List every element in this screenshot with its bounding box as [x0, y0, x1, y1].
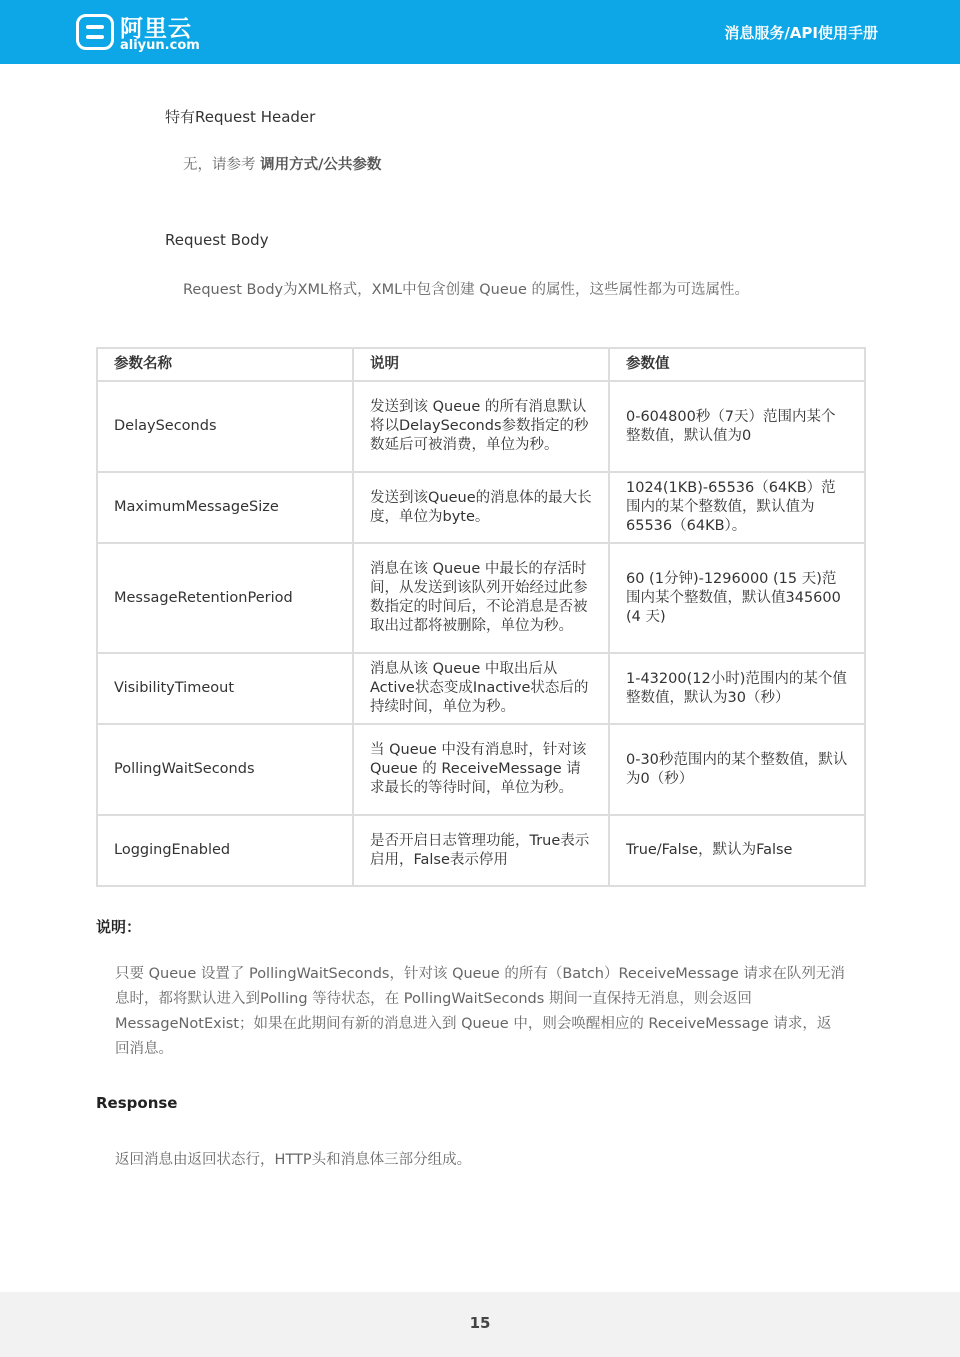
request-body-title: Request Body	[165, 231, 269, 249]
response-title: Response	[96, 1094, 178, 1112]
common-params-link[interactable]: 调用方式/公共参数	[260, 157, 382, 173]
table-row	[97, 724, 865, 815]
col-header-name: 参数名称	[97, 348, 353, 381]
logo-text-cn: 阿里云	[120, 16, 192, 42]
param-value: 0-30秒范围内的某个整数值，默认为0（秒）	[609, 724, 865, 815]
param-value: 1024(1KB)-65536（64KB）范围内的某个整数值，默认值为65536（64KB）。	[609, 472, 865, 543]
param-name: VisibilityTimeout	[97, 653, 353, 724]
param-name: MessageRetentionPeriod	[97, 543, 353, 653]
table-row	[97, 815, 865, 886]
request-header-title: 特有Request Header	[165, 108, 316, 126]
request-header-prefix: 无，请参考	[183, 157, 256, 173]
param-value: True/False，默认为False	[609, 815, 865, 886]
logo-text-en: aliyun.com	[120, 38, 200, 53]
param-name: LoggingEnabled	[97, 815, 353, 886]
param-value: 1-43200(12小时)范围内的某个值整数值，默认为30（秒）	[609, 653, 865, 724]
response-text: 返回消息由返回状态行，HTTP头和消息体三部分组成。	[115, 1152, 472, 1168]
param-name: PollingWaitSeconds	[97, 724, 353, 815]
table-row	[97, 543, 865, 653]
table-row	[97, 381, 865, 472]
doc-title: 消息服务/API使用手册	[724, 24, 878, 42]
param-name: DelaySeconds	[97, 381, 353, 472]
param-desc: 是否开启日志管理功能，True表示启用，False表示停用	[353, 815, 609, 886]
param-value: 0-604800秒（7天）范围内某个整数值，默认值为0	[609, 381, 865, 472]
param-name: MaximumMessageSize	[97, 472, 353, 543]
table-row	[97, 653, 865, 724]
note-title: 说明：	[96, 918, 142, 936]
table-row	[97, 472, 865, 543]
page-header	[0, 0, 960, 64]
param-desc: 发送到该Queue的消息体的最大长度，单位为byte。	[353, 472, 609, 543]
col-header-desc: 说明	[353, 348, 609, 381]
request-body-text: Request Body为XML格式，XML中包含创建 Queue 的属性，这些属性都为可选属性。	[183, 282, 750, 298]
table-header-row	[97, 348, 865, 381]
aliyun-logo-icon	[76, 14, 114, 50]
param-desc: 发送到该 Queue 的所有消息默认将以DelaySeconds参数指定的秒数延后可被消费，单位为秒。	[353, 381, 609, 472]
request-header-text	[183, 153, 381, 178]
col-header-value: 参数值	[609, 348, 865, 381]
page-number: 15	[469, 1314, 491, 1332]
note-text: 只要 Queue 设置了 PollingWaitSeconds，针对该 Queue 的所有（Batch）ReceiveMessage 请求在队列无消息时，都将默认进入到Polling 等待状态，在 PollingWaitSeconds 期间一直保持无消息，则会返回 MessageNotExist；如果在此期间有新的消息进入到 Queue 中，则会唤醒相应的 ReceiveMessage 请求，返回消息。	[115, 966, 845, 1057]
params-table	[96, 347, 866, 887]
aliyun-logo	[76, 14, 236, 54]
param-desc: 消息在该 Queue 中最长的存活时间，从发送到该队列开始经过此参数指定的时间后，不论消息是否被取出过都将被删除，单位为秒。	[353, 543, 609, 653]
page-footer	[0, 1292, 960, 1357]
param-value: 60 (1分钟)-1296000 (15 天)范围内某个整数值，默认值345600 (4 天)	[609, 543, 865, 653]
param-desc: 消息从该 Queue 中取出后从Active状态变成Inactive状态后的持续时间，单位为秒。	[353, 653, 609, 724]
param-desc: 当 Queue 中没有消息时，针对该 Queue 的 ReceiveMessage 请求最长的等待时间，单位为秒。	[353, 724, 609, 815]
